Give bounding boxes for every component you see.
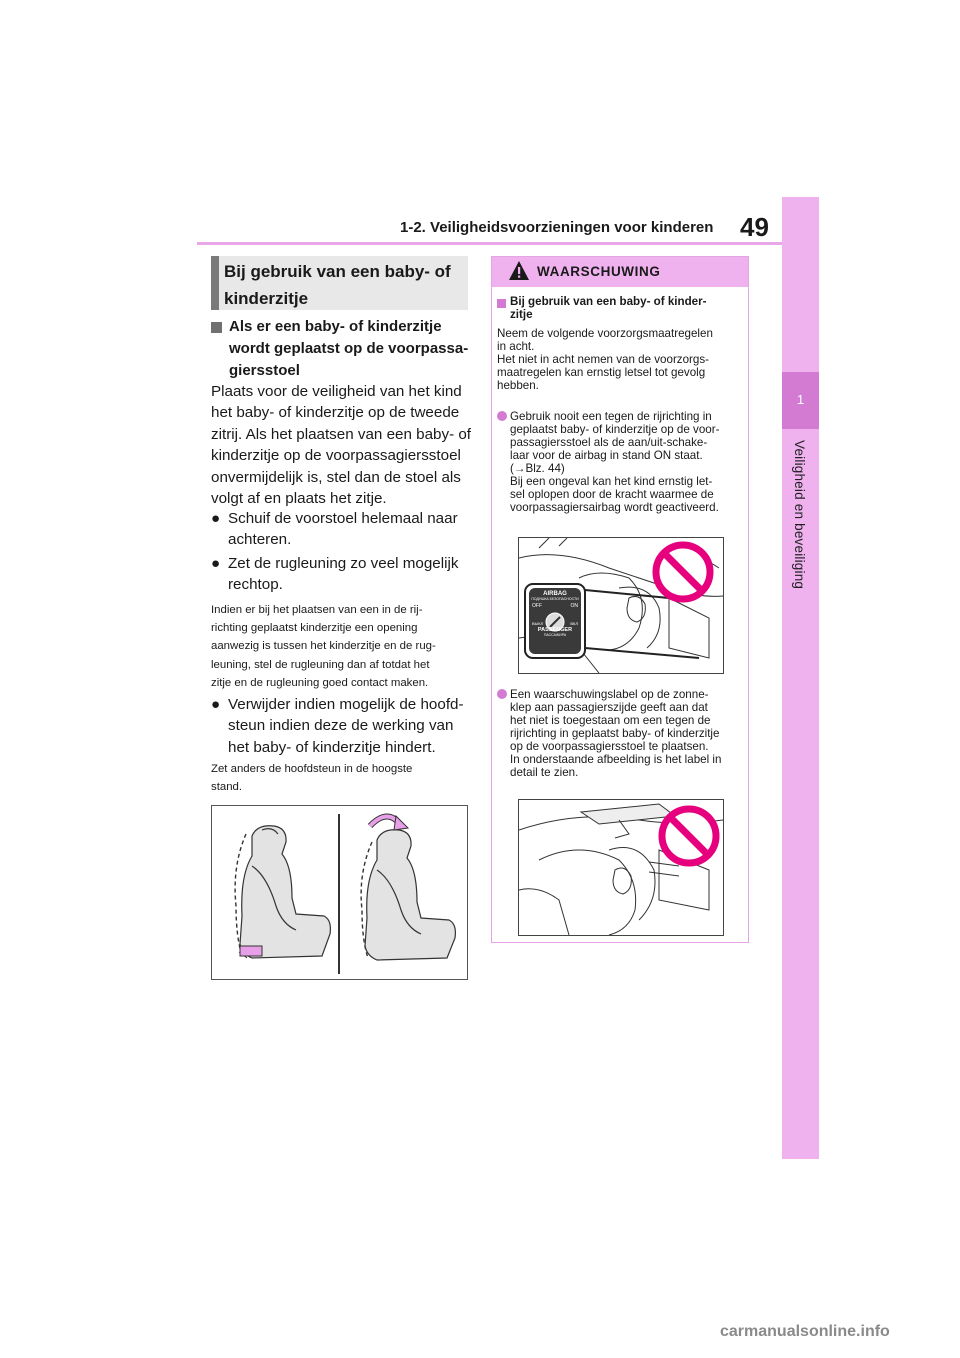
note-paragraph xyxy=(211,760,473,796)
text-line: Een waarschuwingslabel op de zonne- xyxy=(510,688,709,701)
warning-bullet-item xyxy=(497,688,741,779)
text-line: Bij gebruik van een baby- of kinder- xyxy=(510,295,707,308)
note-paragraph xyxy=(211,601,473,692)
warning-subheading xyxy=(510,295,742,321)
airbag-text: AIRBAG xyxy=(543,591,567,597)
text-line: Verwijder indien mogelijk de hoofd- xyxy=(228,696,464,713)
text-line: voorpassagiersairbag wordt geactiveerd. xyxy=(510,501,719,514)
chapter-side-band xyxy=(782,197,819,1159)
text-line: zitrij. Als het plaatsen van een baby- of xyxy=(211,425,472,443)
intro-paragraph xyxy=(211,381,473,509)
seat-left-icon xyxy=(240,826,330,958)
bullet-icon xyxy=(497,411,507,421)
warning-subheading-square-icon xyxy=(497,299,506,308)
text-line: hebben. xyxy=(497,379,539,392)
text-line: onvermijdelijk is, stel dan de stoel als xyxy=(211,468,461,486)
text-line: zitje en de rugleuning goed contact maken. xyxy=(211,676,429,689)
text-line: detail te zien. xyxy=(510,766,579,779)
passenger-ru-text: ПАССАЖИРА xyxy=(543,633,567,637)
section-heading-accent xyxy=(211,256,219,310)
text-line: het niet is toegestaan om een tegen de xyxy=(510,714,711,727)
footer-watermark[interactable]: carmanualsonline.info xyxy=(720,1323,890,1340)
text-line: maatregelen kan ernstig letsel tot gevolg xyxy=(497,366,706,379)
text-line: het baby- of kinderzitje op de tweede xyxy=(211,404,460,422)
subheading-line: Als er een baby- of kinderzitje xyxy=(229,318,442,335)
on-label: ON xyxy=(570,603,578,609)
chapter-number: 1 xyxy=(796,392,805,407)
bullet-item xyxy=(211,508,473,551)
text-line: zitje xyxy=(510,308,533,321)
passenger-text: PASSENGER xyxy=(537,627,573,633)
seat-right-icon xyxy=(365,830,455,960)
section-heading-line: Bij gebruik van een baby- of xyxy=(224,262,451,281)
subheading-line: giersstoel xyxy=(229,362,300,379)
text-line: Schuif de voorstoel helemaal naar xyxy=(228,510,458,527)
text-line: Zet de rugleuning zo veel mogelijk xyxy=(228,555,459,572)
text-line: klep aan passagierszijde geeft aan dat xyxy=(510,701,708,714)
text-line: Indien er bij het plaatsen van een in de rij- xyxy=(211,604,423,616)
text-line: passagiersstoel als de aan/uit-schake- xyxy=(510,436,708,449)
seat-drawing xyxy=(212,806,467,979)
warning-triangle-icon xyxy=(508,260,530,282)
warning-title: WAARSCHUWING xyxy=(537,264,661,279)
text-line: rijrichting in geplaatst baby- of kinderzitje xyxy=(510,727,720,740)
off-ru-label: ВЫКЛ xyxy=(532,621,544,626)
airbag-ru-text: ПОДУШКА БЕЗОПАСНОСТИ xyxy=(531,597,579,601)
text-line: sel oplopen door de kracht waarmee de xyxy=(510,488,714,501)
switch-states-ru xyxy=(529,609,581,626)
off-label: OFF xyxy=(532,603,542,609)
text-line: in acht. xyxy=(497,340,535,353)
text-line: volgt af en plaats het zitje. xyxy=(211,490,387,508)
on-ru-label: ВКЛ xyxy=(570,621,578,626)
chapter-title: Veiligheid en beveiliging xyxy=(792,440,807,590)
subheading-square-icon xyxy=(211,322,222,333)
subheading xyxy=(229,316,469,382)
bullet-icon xyxy=(497,689,507,699)
text-line: op de voorpassagiersstoel te plaatsen. xyxy=(510,740,709,753)
text-line: achteren. xyxy=(228,531,292,549)
text-line: het baby- of kinderzitje hindert. xyxy=(228,738,436,756)
section-heading-line: kinderzitje xyxy=(224,289,309,308)
text-line: laar voor de airbag in stand ON staat. xyxy=(510,449,703,462)
text-line: Gebruik nooit een tegen de rijrichting in xyxy=(510,410,712,423)
section-title: 1-2. Veiligheidsvoorzieningen voor kinderen xyxy=(400,219,714,236)
subheading-line: wordt geplaatst op de voorpassa- xyxy=(229,340,469,357)
header-divider xyxy=(197,242,784,245)
text-line: rechtop. xyxy=(228,576,283,594)
airbag-switch-label xyxy=(529,588,581,654)
visor-drawing xyxy=(519,800,723,935)
bullet-item xyxy=(211,694,473,758)
text-line: richting geplaatst kinderzitje een opening xyxy=(211,622,418,635)
text-line: steun indien deze de werking van xyxy=(228,717,454,735)
text-line: Bij een ongeval kan het kind ernstig let- xyxy=(510,475,713,488)
bullet-item xyxy=(211,553,473,596)
sun-visor-label-illustration xyxy=(518,799,724,936)
text-line: Zet anders de hoofdsteun in de hoogste xyxy=(211,763,413,775)
text-line: leuning, stel de rugleuning dan af totdat het xyxy=(211,658,430,671)
text-line: Plaats voor de veiligheid van het kind xyxy=(211,383,462,400)
page-reference-link[interactable]: (→Blz. 44) xyxy=(510,462,565,475)
warning-bullet-item xyxy=(497,410,741,514)
page-number: 49 xyxy=(740,212,769,242)
bullet-icon: ● xyxy=(211,510,221,527)
text-line: kinderzitje op de voorpassagiersstoel xyxy=(211,447,461,465)
warning-intro xyxy=(497,327,741,392)
text-line: aanwezig is tussen het kinderzitje en de rug- xyxy=(211,640,436,653)
airbag-switch-illustration xyxy=(518,537,724,674)
bullet-icon: ● xyxy=(211,555,221,572)
text-line: stand. xyxy=(211,781,243,794)
bullet-icon: ● xyxy=(211,696,221,713)
text-line: geplaatst baby- of kinderzitje op de voor- xyxy=(510,423,720,436)
text-line: Het niet in acht nemen van de voorzorgs- xyxy=(497,353,710,366)
text-line: Neem de volgende voorzorgsmaatregelen xyxy=(497,327,713,340)
text-line: In onderstaande afbeelding is het label in xyxy=(510,753,722,766)
seat-adjustment-illustration xyxy=(211,805,468,980)
switch-states xyxy=(529,601,581,609)
section-heading xyxy=(224,258,464,312)
